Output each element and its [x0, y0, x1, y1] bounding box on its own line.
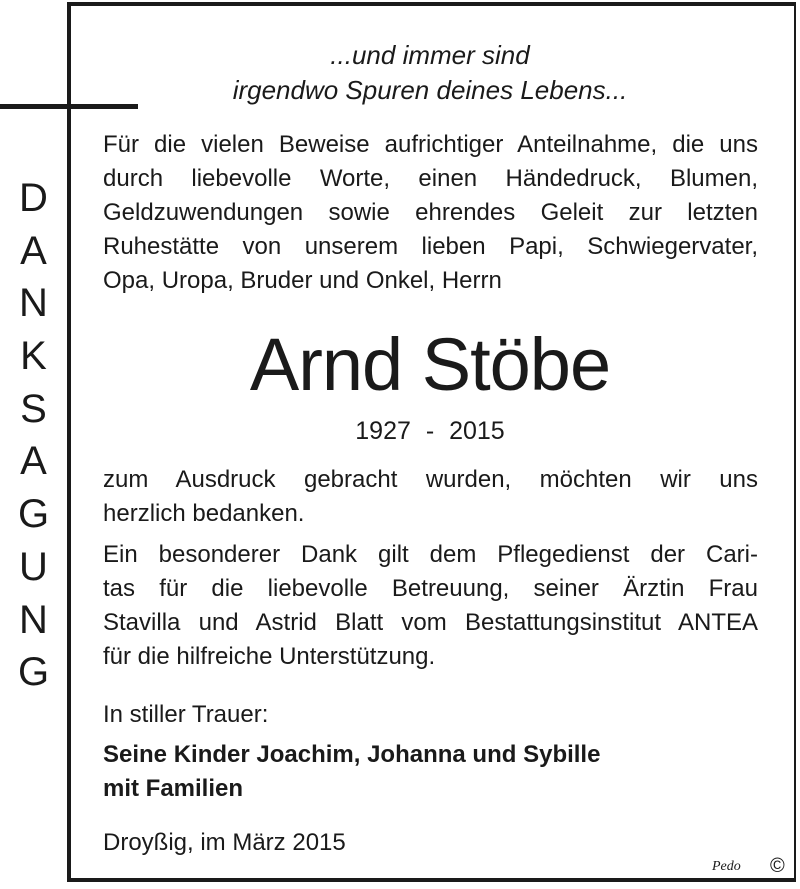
- designer-signature: Pedo: [712, 859, 741, 874]
- special-line: für die hilfreiche Unterstützung.: [103, 643, 436, 670]
- family-names: [103, 738, 600, 806]
- intro-line: Geldzuwendungen sowie ehrendes Geleit zur letzten: [103, 199, 758, 226]
- side-letter: U: [19, 544, 48, 589]
- intro-line: Ruhestätte von unserem lieben Papi, Schwiegervater,: [103, 233, 758, 260]
- place-date: Droyßig, im März 2015: [103, 829, 346, 856]
- side-letter: A: [20, 439, 47, 484]
- special-line: tas für die liebevolle Betreuung, seiner Ärztin Frau: [103, 575, 758, 602]
- life-years: 1927 - 2015: [355, 417, 505, 445]
- copyright-icon: ©: [770, 855, 785, 877]
- side-letter: D: [19, 176, 48, 220]
- thanks-line: zum Ausdruck gebracht wurden, möchten wir uns: [103, 466, 758, 493]
- thanks-paragraph: [103, 463, 758, 531]
- intro-line: Opa, Uropa, Bruder und Onkel, Herrn: [103, 267, 502, 294]
- side-letter: A: [20, 228, 47, 273]
- side-letter: K: [20, 334, 47, 379]
- family-line: mit Familien: [103, 775, 244, 802]
- poem: [100, 38, 760, 108]
- intro-line: durch liebevolle Worte, einen Händedruck, Blumen,: [103, 165, 758, 192]
- mourning-label: In stiller Trauer:: [103, 701, 269, 728]
- thanks-line: herzlich bedanken.: [103, 500, 305, 527]
- family-line: Seine Kinder Joachim, Johanna und Sybille: [103, 741, 601, 768]
- special-line: Stavilla und Astrid Blatt vom Bestattungsinstitut ANTEA: [103, 609, 758, 636]
- side-letter: G: [17, 492, 50, 537]
- special-line: Ein besonderer Dank gilt dem Pflegedienst der Cari-: [103, 541, 758, 568]
- side-letter: S: [20, 386, 47, 431]
- intro-paragraph: [103, 128, 758, 298]
- special-thanks-paragraph: [103, 538, 758, 674]
- side-letter: G: [17, 650, 50, 695]
- intro-line: Für die vielen Beweise aufrichtiger Anteilnahme, die uns: [103, 131, 758, 158]
- side-letter: N: [19, 597, 48, 642]
- danksagung-vertical: [0, 172, 67, 699]
- side-letter: N: [19, 281, 48, 326]
- deceased-name: Arnd Stöbe: [249, 323, 611, 406]
- poem-line: ...und immer sind: [330, 40, 530, 70]
- poem-line: irgendwo Spuren deines Lebens...: [232, 75, 628, 105]
